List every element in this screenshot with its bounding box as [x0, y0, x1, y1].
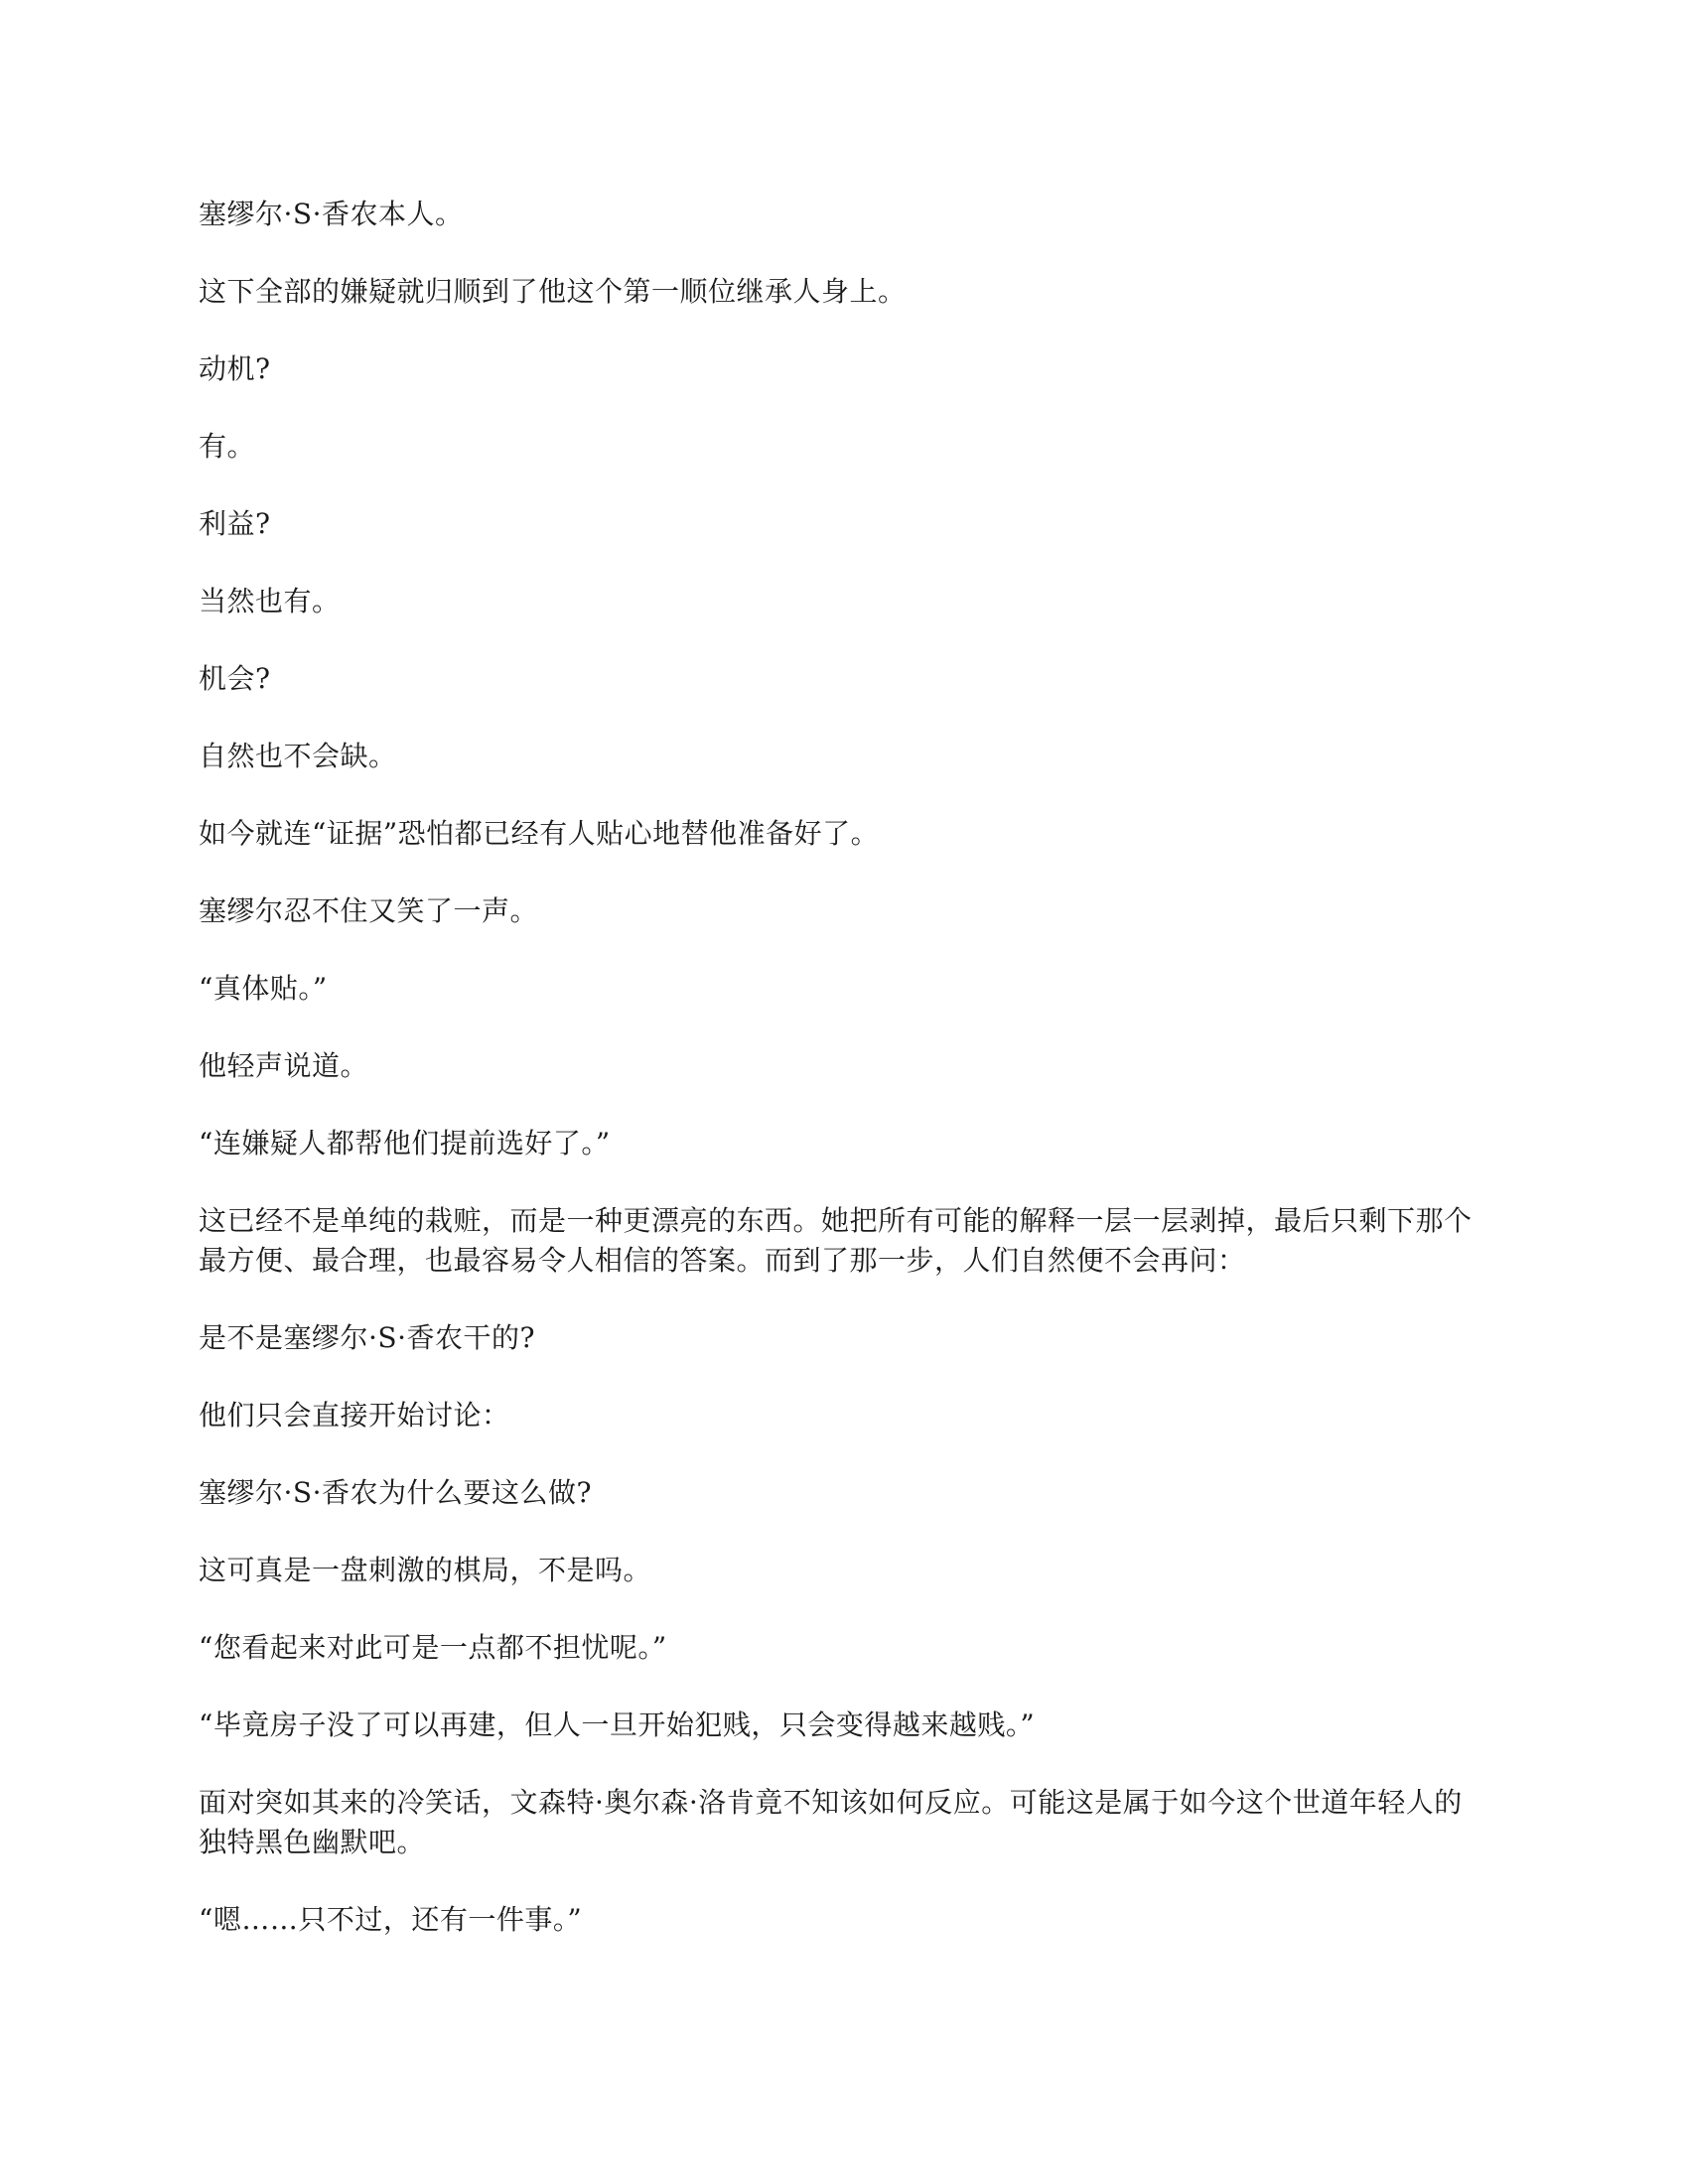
paragraph: 当然也有。	[199, 585, 341, 617]
paragraph: 他们只会直接开始讨论：	[199, 1399, 510, 1432]
paragraph: 面对突如其来的冷笑话，文森特·奥尔森·洛肯竟不知该如何反应。可能这是属于如今这个世道年轻人的独特黑色幽默吧。	[199, 1786, 1463, 1858]
paragraph: “您看起来对此可是一点都不担忧呢。”	[199, 1631, 667, 1664]
paragraph: 有。	[199, 430, 256, 463]
paragraph: “连嫌疑人都帮他们提前选好了。”	[199, 1127, 611, 1160]
document-body	[199, 195, 1489, 1978]
paragraph: 这下全部的嫌疑就归顺到了他这个第一顺位继承人身上。	[199, 275, 907, 308]
paragraph: 是不是塞缪尔·S·香农干的?	[199, 1321, 535, 1354]
paragraph: “真体贴。”	[199, 972, 328, 1005]
paragraph: 利益?	[199, 507, 271, 540]
paragraph: 如今就连“证据”恐怕都已经有人贴心地替他准备好了。	[199, 817, 880, 850]
paragraph: “嗯……只不过，还有一件事。”	[199, 1903, 583, 1936]
paragraph: 自然也不会缺。	[199, 740, 397, 772]
paragraph: 机会?	[199, 662, 271, 695]
paragraph: “毕竟房子没了可以再建，但人一旦开始犯贱，只会变得越来越贱。”	[199, 1708, 1036, 1741]
paragraph: 塞缪尔·S·香农本人。	[199, 198, 464, 230]
paragraph: 这已经不是单纯的栽赃，而是一种更漂亮的东西。她把所有可能的解释一层一层剥掉，最后只剩下那个最方便、最合理，也最容易令人相信的答案。而到了那一步，人们自然便不会再问：	[199, 1204, 1473, 1277]
paragraph: 塞缪尔忍不住又笑了一声。	[199, 894, 539, 927]
paragraph: 他轻声说道。	[199, 1049, 369, 1082]
paragraph: 塞缪尔·S·香农为什么要这么做?	[199, 1476, 592, 1509]
paragraph: 动机?	[199, 352, 271, 385]
paragraph: 这可真是一盘刺激的棋局，不是吗。	[199, 1554, 652, 1586]
